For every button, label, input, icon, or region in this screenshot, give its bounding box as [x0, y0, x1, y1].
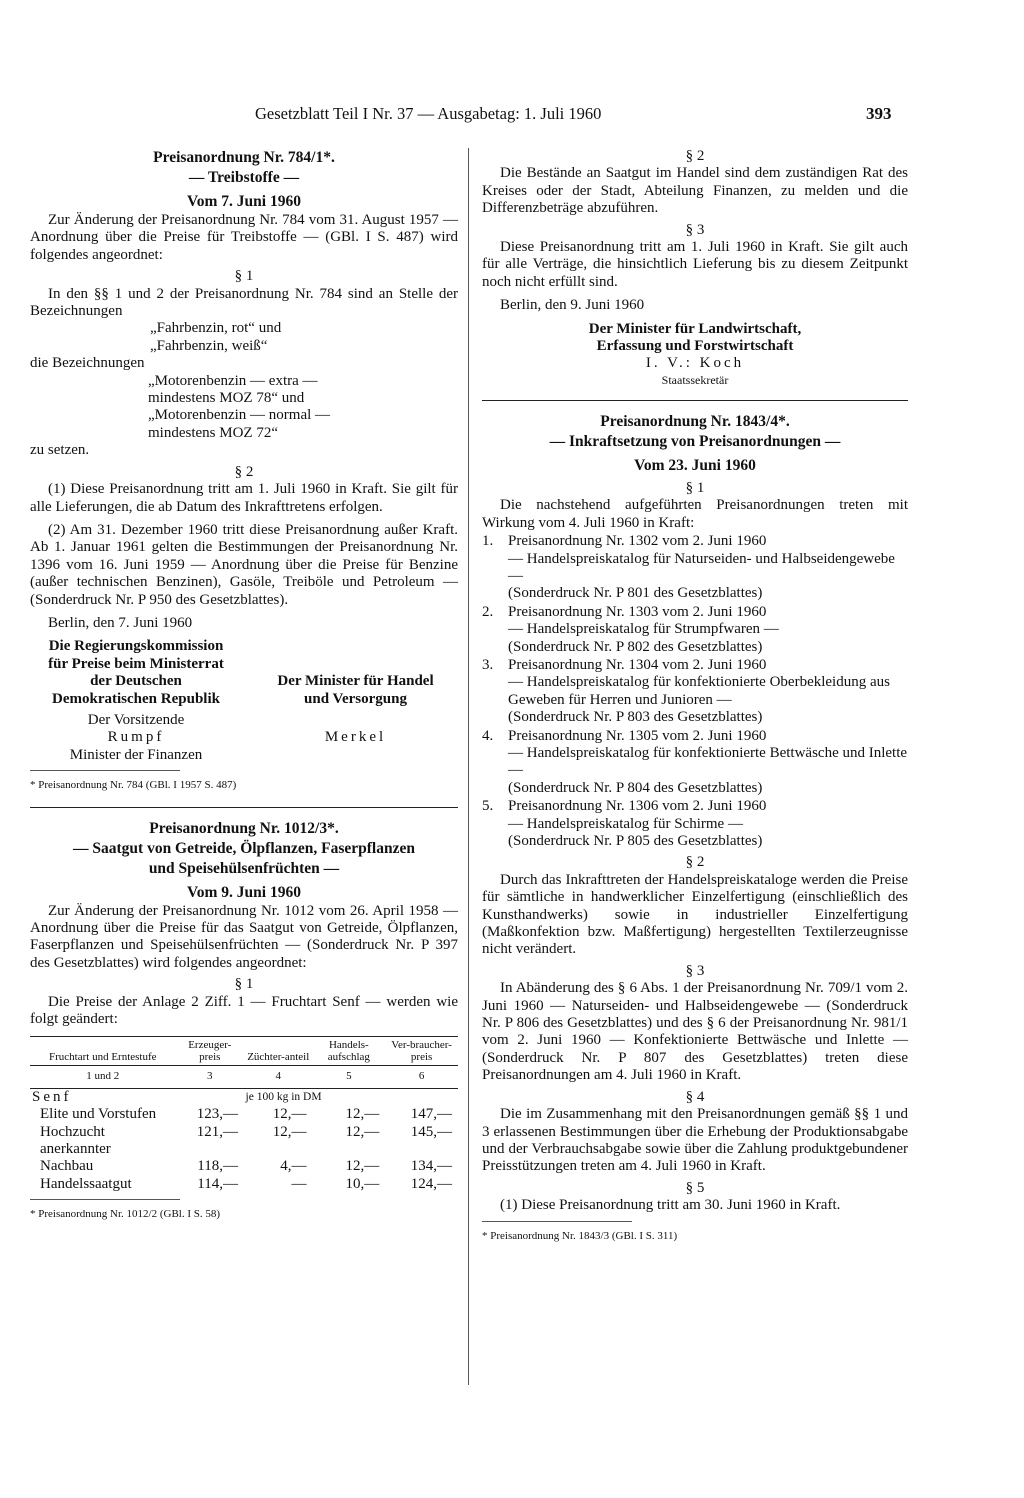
table-cell: 134,—	[410, 1158, 452, 1175]
column-number: 6	[385, 1066, 458, 1088]
article-subtitle: — Saatgut von Getreide, Ölpflanzen, Faserpflanzen	[73, 839, 415, 857]
signature-org: Erfassung und Forstwirtschaft	[596, 338, 794, 355]
column-number: 5	[312, 1066, 385, 1088]
list-item	[482, 657, 908, 727]
quoted-term: „Fahrbenzin, rot“ und	[150, 320, 282, 337]
article-divider	[30, 807, 458, 808]
table-cell: Hochzucht	[40, 1123, 105, 1140]
table-cell: 118,—	[197, 1158, 238, 1175]
signature-org: für Preise beim Ministerrat	[48, 655, 224, 672]
signature-org: der Deutschen	[90, 673, 182, 690]
table-cell	[385, 1141, 458, 1158]
signature-role: Minister der Finanzen	[69, 746, 203, 763]
footnote-rule	[482, 1221, 632, 1222]
footnote: * Preisanordnung Nr. 1843/3 (GBl. I S. 311)	[482, 1229, 678, 1242]
article-title: Preisanordnung Nr. 784/1*.	[153, 149, 335, 166]
section-text: zu setzen.	[30, 442, 90, 459]
section-text: Die nachstehend aufgeführten Preisanordnungen treten mit Wirkung vom 4. Juli 1960 in Kraft:	[482, 497, 908, 531]
list-line: Preisanordnung Nr. 1305 vom 2. Juni 1960	[508, 727, 767, 744]
article-subtitle: und Speisehülsenfrüchten —	[148, 859, 340, 877]
signature-org: Der Minister für Handel	[277, 673, 434, 690]
section-text: Durch das Inkrafttreten der Handelspreiskataloge werden die Preise für sämtliche in handwerklicher Einzelfertigung (einschließlich des Kunsthandwerks) sowie in industrieller Einzelfertigung (Maßkonfektion bzw. Maßfertigung) hergestellten Textilerzeugnisse nicht verändert.	[482, 871, 908, 958]
price-table	[30, 1036, 458, 1193]
section-heading: § 3	[685, 221, 705, 238]
left-column	[30, 148, 458, 1224]
table-cell: 12,—	[272, 1106, 307, 1123]
header-title: Gesetzblatt Teil I Nr. 37 — Ausgabetag: 1. Juli 1960	[255, 104, 602, 123]
section-heading: § 2	[685, 854, 705, 871]
section-heading: § 5	[685, 1179, 705, 1196]
article-date: Vom 7. Juni 1960	[187, 193, 301, 210]
table-cell: 12,—	[345, 1106, 380, 1123]
table-cell: 12,—	[345, 1123, 380, 1140]
table-cell: 10,—	[345, 1175, 380, 1192]
list-item	[482, 798, 908, 850]
list-line: Preisanordnung Nr. 1302 vom 2. Juni 1960	[508, 533, 767, 550]
list-line: (Sonderdruck Nr. P 803 des Gesetzblattes)	[508, 709, 763, 726]
list-item	[482, 533, 908, 603]
section-heading: § 2	[234, 463, 254, 480]
section-text: In Abänderung des § 6 Abs. 1 der Preisanordnung Nr. 709/1 vom 2. Juni 1960 — Naturseiden- und Halbseidengewebe — (Sonderdruck Nr. P 806 des Gesetzblattes) und des § 6 der Preisanordnung Nr. 981/1 vom 2. Juni 1960 — Konfektionierte Bettwäsche und Inlette — (Sonderdruck Nr. P 807 des Gesetzblattes) treten diese Preisanordnungen am 4. Juli 1960 in Kraft.	[482, 980, 908, 1084]
article-1012-3	[30, 819, 458, 1224]
list-number: 4.	[482, 727, 494, 744]
quoted-term: „Motorenbenzin — normal —	[148, 407, 331, 424]
list-line: (Sonderdruck Nr. P 801 des Gesetzblattes)	[508, 585, 763, 602]
list-line: — Handelspreiskatalog für Strumpfwaren —	[508, 621, 779, 638]
right-column	[482, 148, 908, 1245]
article-1012-3-continued	[482, 148, 908, 388]
signature-name: Merkel	[324, 729, 387, 746]
table-header: Handels-aufschlag	[312, 1037, 385, 1066]
footnote-rule	[30, 1199, 180, 1200]
crop-group: Senf	[32, 1088, 72, 1105]
section-text: Diese Preisanordnung tritt am 1. Juli 1960 in Kraft. Sie gilt auch für alle Verträge, die hinsichtlich Lieferung bis zu diesem Zeitpunkt noch nicht erfüllt sind.	[482, 239, 908, 290]
article-intro: Zur Änderung der Preisanordnung Nr. 784 vom 31. August 1957 — Anordnung über die Preise für Treibstoffe — (GBl. I S. 487) wird folgendes angeordnet:	[30, 212, 458, 263]
list-number: 2.	[482, 603, 494, 620]
table-cell: 4,—	[280, 1158, 307, 1175]
signature-org: Die Regierungskommission	[48, 638, 224, 655]
list-line: (Sonderdruck Nr. P 802 des Gesetzblattes)	[508, 638, 763, 655]
section-heading: § 1	[234, 976, 254, 993]
table-cell	[176, 1141, 244, 1158]
column-divider	[468, 148, 469, 1385]
column-number: 1 und 2	[30, 1066, 176, 1088]
signature-name: Rumpf	[107, 729, 165, 746]
section-text: Die im Zusammenhang mit den Preisanordnungen gemäß §§ 1 und 3 erlassenen Bestimmungen über die Erhebung der Produktionsabgabe und der Verbrauchsabgabe sowie über die Zahlung produktgebundener Preisstützungen treten am 4. Juli 1960 in Kraft.	[482, 1106, 908, 1175]
list-number: 5.	[482, 798, 494, 815]
section-heading: § 2	[685, 148, 705, 164]
table-header: Ver-braucher-preis	[385, 1037, 458, 1066]
section-heading: § 1	[685, 479, 705, 496]
table-cell: 123,—	[196, 1106, 238, 1123]
article-subtitle: — Inkraftsetzung von Preisanordnungen —	[549, 432, 841, 450]
signature-role: Der Vorsitzende	[87, 711, 185, 728]
article-1843-4	[482, 412, 908, 1245]
footnote: * Preisanordnung Nr. 1012/2 (GBl. I S. 58)	[30, 1208, 221, 1221]
article-date: Vom 23. Juni 1960	[634, 456, 756, 474]
list-line: (Sonderdruck Nr. P 804 des Gesetzblattes)	[508, 779, 763, 796]
article-divider	[482, 400, 908, 401]
section-text: die Bezeichnungen	[30, 355, 145, 372]
signature-org: Demokratischen Republik	[52, 690, 220, 707]
article-title: Preisanordnung Nr. 1843/4*.	[600, 412, 790, 430]
list-line: Preisanordnung Nr. 1303 vom 2. Juni 1960	[508, 603, 767, 620]
signature-block	[30, 638, 458, 764]
table-cell: anerkannter	[40, 1141, 111, 1158]
page-number: 393	[866, 104, 892, 123]
signature-name: I. V.: Koch	[645, 355, 745, 372]
signature-org: Der Minister für Landwirtschaft,	[588, 320, 802, 337]
list-line: — Handelspreiskatalog für Naturseiden- und Halbseidengewebe —	[508, 550, 895, 584]
unit-label: je 100 kg in DM	[245, 1090, 322, 1103]
table-row	[30, 1176, 458, 1193]
quoted-term: mindestens MOZ 72“	[148, 424, 278, 441]
list-number: 3.	[482, 656, 494, 673]
section-heading: § 1	[234, 268, 254, 285]
article-intro: Zur Änderung der Preisanordnung Nr. 1012 vom 26. April 1958 — Anordnung über die Preise für das Saatgut von Getreide, Ölpflanzen, Faserpflanzen und Speisehülsenfrüchten — (Sonderdruck Nr. P 397 des Gesetzblattes) wird folgendes angeordnet:	[30, 902, 458, 971]
table-cell: Nachbau	[40, 1158, 94, 1175]
section-text: (1) Diese Preisanordnung tritt am 30. Juni 1960 in Kraft.	[500, 1197, 841, 1214]
table-cell	[244, 1141, 312, 1158]
table-header: Erzeuger-preis	[176, 1037, 244, 1066]
article-date: Vom 9. Juni 1960	[187, 883, 301, 901]
section-heading: § 3	[685, 962, 705, 979]
list-line: Preisanordnung Nr. 1304 vom 2. Juni 1960	[508, 656, 767, 673]
place-date: Berlin, den 7. Juni 1960	[48, 614, 193, 631]
table-cell: Elite und Vorstufen	[40, 1106, 157, 1123]
section-heading: § 4	[685, 1088, 705, 1105]
signature-org: und Versorgung	[304, 690, 407, 707]
table-row	[30, 1106, 458, 1123]
list-item	[482, 728, 908, 798]
column-number: 3	[176, 1066, 244, 1088]
table-cell: 114,—	[197, 1175, 238, 1192]
list-item	[482, 604, 908, 656]
table-cell: 12,—	[272, 1123, 307, 1140]
table-cell: 121,—	[196, 1123, 238, 1140]
table-row	[30, 1141, 458, 1158]
place-date: Berlin, den 9. Juni 1960	[500, 297, 645, 314]
table-cell: 12,—	[345, 1158, 380, 1175]
quoted-term: „Motorenbenzin — extra —	[148, 372, 318, 389]
table-header: Fruchtart und Erntestufe	[30, 1037, 176, 1066]
list-line: Preisanordnung Nr. 1306 vom 2. Juni 1960	[508, 798, 767, 815]
table-cell: 145,—	[410, 1123, 452, 1140]
footnote-rule	[30, 770, 180, 771]
signature-role: Staatssekretär	[661, 372, 729, 387]
list-line: — Handelspreiskatalog für konfektionierte Oberbekleidung aus Geweben für Herren und Junioren —	[508, 674, 890, 708]
quoted-term: „Fahrbenzin, weiß“	[150, 337, 268, 354]
table-row	[30, 1158, 458, 1175]
section-text: In den §§ 1 und 2 der Preisanordnung Nr. 784 sind an Stelle der Bezeichnungen	[30, 285, 458, 320]
column-number: 4	[244, 1066, 312, 1088]
table-row	[30, 1124, 458, 1141]
section-text: Die Bestände an Saatgut im Handel sind dem zuständigen Rat des Kreises oder der Stadt, Abteilung Finanzen, zu melden und die Differenzbeträge abzuführen.	[482, 165, 908, 217]
table-cell: Handelssaatgut	[40, 1175, 132, 1192]
article-title: Preisanordnung Nr. 1012/3*.	[149, 819, 339, 837]
section-paragraph: (1) Diese Preisanordnung tritt am 1. Juli 1960 in Kraft. Sie gilt für alle Lieferungen, die ab Datum des Inkrafttretens erfolgen.	[30, 481, 458, 515]
table-cell: 124,—	[410, 1175, 452, 1192]
footnote: * Preisanordnung Nr. 784 (GBl. I 1957 S. 487)	[30, 779, 237, 792]
page-header	[0, 104, 1024, 128]
section-text: Die Preise der Anlage 2 Ziff. 1 — Fruchtart Senf — werden wie folgt geändert:	[30, 993, 458, 1028]
article-subtitle: — Treibstoffe —	[188, 169, 300, 186]
list-line: — Handelspreiskatalog für konfektionierte Bettwäsche und Inlette —	[508, 744, 908, 779]
article-784-1	[30, 148, 458, 795]
list-line: (Sonderdruck Nr. P 805 des Gesetzblattes)	[508, 833, 763, 849]
table-header: Züchter-anteil	[244, 1037, 312, 1066]
list-line: — Handelspreiskatalog für Schirme —	[508, 815, 743, 832]
section-paragraph: (2) Am 31. Dezember 1960 tritt diese Preisanordnung außer Kraft. Ab 1. Januar 1961 gelten die Bestimmungen der Preisanordnung Nr. 1396 vom 16. Juni 1959 — Anordnung über die Preise für Benzine (außer technischen Benzinen), Gasöle, Treiböle und Petroleum — (Sonderdruck Nr. P 950 des Gesetzblattes).	[30, 521, 458, 608]
table-cell	[312, 1141, 385, 1158]
quoted-term: mindestens MOZ 78“ und	[148, 390, 305, 407]
table-cell: 147,—	[410, 1106, 452, 1123]
table-cell: —	[291, 1175, 307, 1192]
list-number: 1.	[482, 533, 494, 550]
